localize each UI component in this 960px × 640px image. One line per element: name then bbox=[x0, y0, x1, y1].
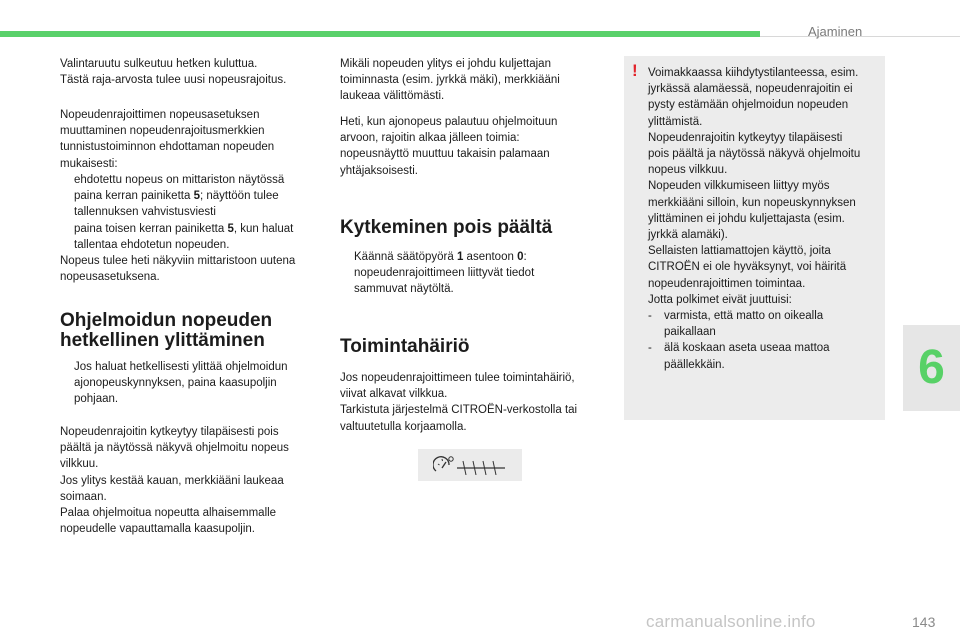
paragraph: Mikäli nopeuden ylitys ei johdu kuljettajan toiminnasta (esim. jyrkkä mäki), merkkiääni laukeaa välittömästi. bbox=[340, 58, 560, 103]
dash-list bbox=[648, 308, 880, 373]
bullet-list bbox=[60, 359, 318, 408]
paragraph: Voimakkaassa kiihdytystilanteessa, esim. jyrkässä alamäessä, nopeudenrajoitin ei pysty estämään ohjelmoidun nopeuden ylittämistä. Nopeudenrajoitin kytkeytyy tilapäisesti pois päältä ja näytössä näkyvä ohjelmoitu nopeus vilkkuu. Nopeuden vilkkumiseen liittyy myös merkkiääni silloin, kun nopeuskynnyksen ylittäminen ei johdu kuljettajasta (esim. jyrkkä alamäki). Sellaisten lattiamattojen käyttö, joita CITROËN ei ole hyväksynyt, voi häiritä nopeudenrajoittimen toimintaa. Jotta polkimet eivät juuttuisi: bbox=[648, 67, 861, 306]
chapter-number: 6 bbox=[918, 341, 945, 394]
list-item: Käännä säätöpyörä 1 asentoon 0: nopeudenrajoittimeen liittyvät tiedot sammuvat näytöltä. bbox=[354, 251, 535, 296]
bullet-list bbox=[60, 172, 318, 253]
list-item: - älä koskaan aseta useaa mattoa päällekkäin. bbox=[648, 342, 830, 371]
list-item: Jos haluat hetkellisesti ylittää ohjelmoidun ajonopeuskynnyksen, paina kaasupoljin pohjaan. bbox=[74, 361, 288, 406]
list-item: paina kerran painiketta 5; näyttöön tulee tallennuksen vahvistusviesti bbox=[74, 190, 279, 219]
warning-box bbox=[624, 56, 885, 420]
page-number: 143 bbox=[912, 614, 936, 630]
display-illustration bbox=[418, 449, 522, 481]
watermark: carmanualsonline.info bbox=[646, 612, 816, 631]
section-title: Ajaminen bbox=[808, 24, 863, 39]
section-heading: Kytkeminen pois päältä bbox=[340, 217, 553, 238]
paragraph: Nopeus tulee heti näkyviin mittaristoon uutena nopeusasetuksena. bbox=[60, 255, 296, 284]
bullet-list bbox=[340, 249, 602, 298]
section-heading: Toimintahäiriö bbox=[340, 336, 470, 357]
chapter-color-bar bbox=[0, 31, 760, 37]
paragraph: Valintaruutu sulkeutuu hetken kuluttua. Tästä raja-arvosta tulee uusi nopeusrajoitus. bbox=[60, 58, 287, 87]
paragraph: Nopeudenrajoitin kytkeytyy tilapäisesti pois päältä ja näytössä näkyvä ohjelmoitu nopeus vilkkuu. Jos ylitys kestää kauan, merkkiääni laukeaa soimaan. Palaa ohjelmoitua nopeutta alhaisemmalle nopeudelle vapauttamalla kaasupoljin. bbox=[60, 426, 289, 536]
list-item: - varmista, että matto on oikealla paikallaan bbox=[648, 310, 824, 339]
warning-text bbox=[648, 65, 880, 373]
section-heading: Ohjelmoidun nopeuden hetkellinen ylittäminen bbox=[60, 310, 273, 351]
paragraph: Jos nopeudenrajoittimeen tulee toimintahäiriö, viivat alkavat vilkkua. Tarkistuta järjestelmä CITROËN-verkostolla tai valtuutetulla korjaamolla. bbox=[340, 372, 578, 433]
warning-exclamation-icon: ! bbox=[632, 61, 638, 80]
list-item: paina toisen kerran painiketta 5, kun haluat tallentaa ehdotetun nopeuden. bbox=[74, 222, 294, 251]
chapter-tab[interactable] bbox=[903, 325, 960, 411]
paragraph: Nopeudenrajoittimen nopeusasetuksen muuttaminen nopeudenrajoitusmerkkien tunnistustoiminnon ehdottaman nopeuden mukaisesti: bbox=[60, 109, 275, 170]
paragraph: Heti, kun ajonopeus palautuu ohjelmoituun arvoon, rajoitin alkaa jälleen toimia: nopeusnäyttö muuttuu takaisin palamaan yhtäjaksoisesti. bbox=[340, 116, 558, 177]
speed-limiter-gauge-icon bbox=[433, 455, 507, 475]
list-item: ehdotettu nopeus on mittariston näytössä bbox=[74, 174, 285, 186]
